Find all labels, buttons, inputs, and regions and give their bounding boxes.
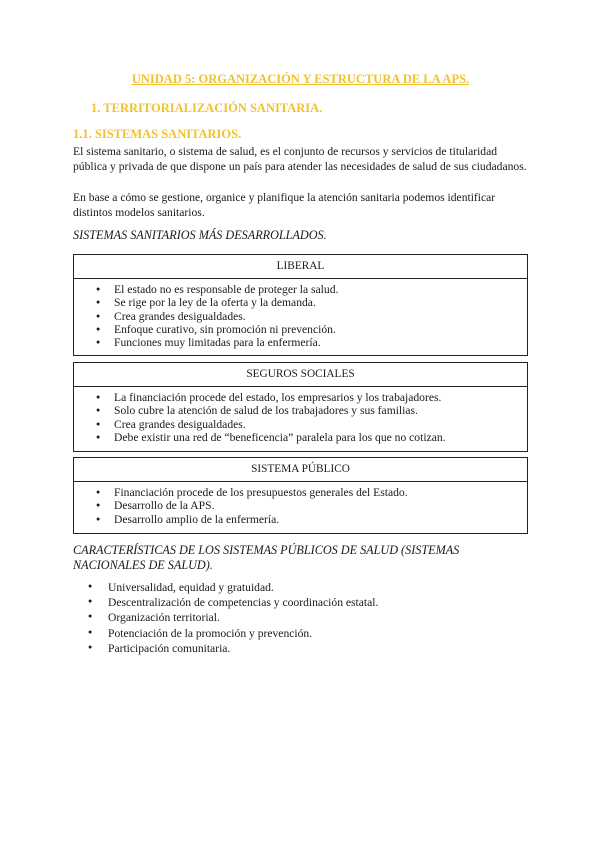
list-item: ● Descentralización de competencias y coordinación estatal.	[88, 595, 543, 610]
list-item: ● Se rige por la ley de la oferta y la demanda.	[96, 296, 527, 309]
unit-title: UNIDAD 5: ORGANIZACIÓN Y ESTRUCTURA DE LA APS.	[131, 72, 470, 86]
intro-paragraph: El sistema sanitario, o sistema de salud, es el conjunto de recursos y servicios de titularidad pública y privada de que dispone un país para atender las necesidades de salud de sus ciudadanos.	[73, 145, 527, 173]
characteristics-heading: CARACTERÍSTICAS DE LOS SISTEMAS PÚBLICOS DE SALUD (SISTEMAS NACIONALES DE SALUD).	[73, 543, 460, 572]
subsection-title-sistemas: 1.1. SISTEMAS SANITARIOS.	[73, 127, 242, 141]
list-item: ● Solo cubre la atención de salud de los trabajadores y sus familias.	[96, 404, 527, 417]
list-item: ● Funciones muy limitadas para la enfermería.	[96, 336, 527, 349]
list-item: ● Crea grandes desigualdades.	[96, 310, 527, 323]
list-item: ● La financiación procede del estado, los empresarios y los trabajadores.	[96, 391, 527, 404]
list-item: ● Organización territorial.	[88, 610, 543, 625]
developed-systems-heading: SISTEMAS SANITARIOS MÁS DESARROLLADOS.	[73, 228, 327, 242]
box-list	[74, 482, 527, 530]
box-seguros-sociales	[73, 362, 528, 452]
box-sistema-publico	[73, 457, 528, 534]
list-item: ● Desarrollo amplio de la enfermería.	[96, 513, 527, 526]
models-paragraph: En base a cómo se gestione, organice y planifique la atención sanitaria podemos identificar distintos modelos sanitarios.	[73, 191, 496, 219]
characteristics-list	[73, 580, 543, 656]
box-list	[74, 279, 527, 353]
list-item: ● Potenciación de la promoción y prevención.	[88, 626, 543, 641]
list-item: ● Universalidad, equidad y gratuidad.	[88, 580, 543, 595]
box-list	[74, 387, 527, 448]
list-item: ● Financiación procede de los presupuestos generales del Estado.	[96, 486, 527, 499]
list-item: ● Enfoque curativo, sin promoción ni prevención.	[96, 323, 527, 336]
box-liberal	[73, 254, 528, 356]
box-title: SISTEMA PÚBLICO	[74, 458, 527, 482]
box-title: LIBERAL	[74, 255, 527, 279]
list-item: ● Crea grandes desigualdades.	[96, 418, 527, 431]
section-title-territorializacion: 1. TERRITORIALIZACIÓN SANITARIA.	[91, 101, 323, 115]
list-item: ● Desarrollo de la APS.	[96, 499, 527, 512]
box-title: SEGUROS SOCIALES	[74, 363, 527, 387]
list-item: ● El estado no es responsable de proteger la salud.	[96, 283, 527, 296]
list-item: ● Participación comunitaria.	[88, 641, 543, 656]
list-item: ● Debe existir una red de “beneficencia” paralela para los que no cotizan.	[96, 431, 527, 444]
